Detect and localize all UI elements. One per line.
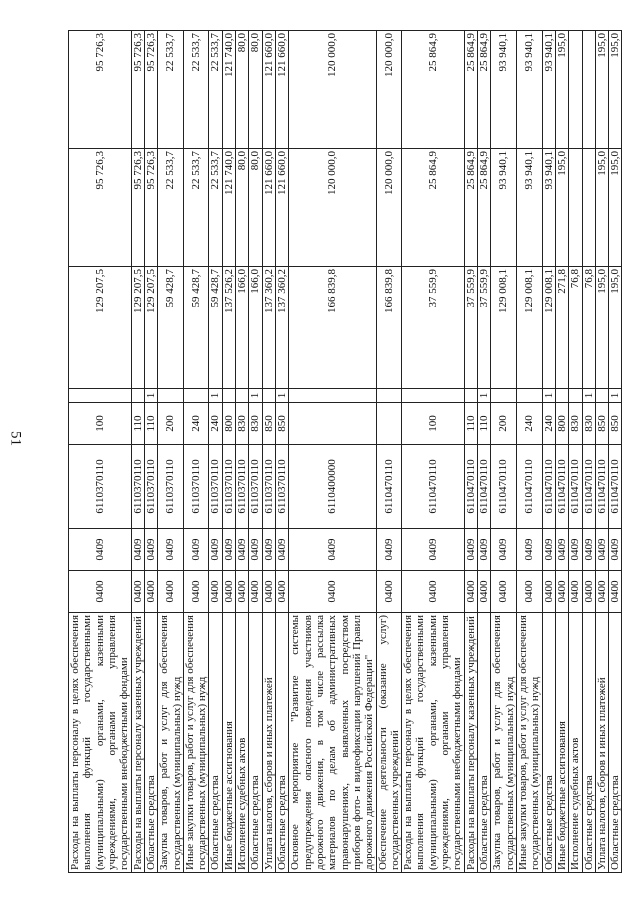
cell-v3: 121 660,0 bbox=[276, 31, 289, 149]
cell-v3: 121 740,0 bbox=[222, 31, 235, 149]
cell-m: 1 bbox=[144, 389, 157, 403]
cell-v2: 25 864,9 bbox=[402, 149, 465, 267]
cell-rz: 0400 bbox=[262, 571, 275, 613]
cell-vr: 830 bbox=[569, 403, 582, 445]
cell-vr: 850 bbox=[609, 403, 622, 445]
cell-m bbox=[402, 389, 465, 403]
cell-v1: 129 008,1 bbox=[542, 267, 555, 389]
cell-v2: 80,0 bbox=[236, 149, 249, 267]
cell-vr: 110 bbox=[464, 403, 477, 445]
cell-v1: 195,0 bbox=[609, 267, 622, 389]
cell-v1: 59 428,7 bbox=[209, 267, 222, 389]
cell-m bbox=[516, 389, 542, 403]
cell-csr: 6110400000 bbox=[289, 445, 376, 529]
cell-name: Обеспечение деятельности (оказание услуг) государственных учреждений bbox=[376, 613, 402, 873]
cell-vr: 240 bbox=[516, 403, 542, 445]
cell-csr: 6110470110 bbox=[464, 445, 477, 529]
cell-v2: 25 864,9 bbox=[478, 149, 491, 267]
cell-v3: 22 533,7 bbox=[209, 31, 222, 149]
cell-v2: 22 533,7 bbox=[158, 149, 184, 267]
cell-pr: 0409 bbox=[131, 529, 144, 571]
cell-v2: 120 000,0 bbox=[289, 149, 376, 267]
cell-csr: 6110470110 bbox=[478, 445, 491, 529]
cell-v1: 166 839,8 bbox=[289, 267, 376, 389]
cell-name: Областные средства bbox=[249, 613, 262, 873]
cell-csr: 6110470110 bbox=[516, 445, 542, 529]
cell-csr: 6110370110 bbox=[158, 445, 184, 529]
cell-v2: 120 000,0 bbox=[376, 149, 402, 267]
cell-rz: 0400 bbox=[491, 571, 517, 613]
table-row bbox=[555, 31, 568, 873]
cell-csr: 6110470110 bbox=[402, 445, 465, 529]
cell-name: Уплата налогов, сборов и иных платежей bbox=[262, 613, 275, 873]
cell-vr: 200 bbox=[491, 403, 517, 445]
cell-csr: 6110370110 bbox=[262, 445, 275, 529]
cell-v1: 59 428,7 bbox=[158, 267, 184, 389]
cell-v2: 25 864,9 bbox=[464, 149, 477, 267]
table-row bbox=[402, 31, 465, 873]
cell-vr: 830 bbox=[249, 403, 262, 445]
cell-vr: 200 bbox=[158, 403, 184, 445]
cell-v3: 93 940,1 bbox=[516, 31, 542, 149]
cell-v1: 129 207,5 bbox=[69, 267, 132, 389]
cell-name: Иные закупки товаров, работ и услуг для обеспечения государственных (муниципальных) нужд bbox=[183, 613, 209, 873]
cell-m: 1 bbox=[609, 389, 622, 403]
cell-v3: 93 940,1 bbox=[542, 31, 555, 149]
cell-rz: 0400 bbox=[609, 571, 622, 613]
cell-vr bbox=[376, 403, 402, 445]
cell-v1: 137 360,2 bbox=[276, 267, 289, 389]
cell-v1: 129 207,5 bbox=[144, 267, 157, 389]
cell-vr: 110 bbox=[144, 403, 157, 445]
cell-rz: 0400 bbox=[158, 571, 184, 613]
cell-m bbox=[222, 389, 235, 403]
cell-pr: 0409 bbox=[222, 529, 235, 571]
cell-v3: 25 864,9 bbox=[402, 31, 465, 149]
cell-vr: 110 bbox=[131, 403, 144, 445]
cell-rz: 0400 bbox=[478, 571, 491, 613]
cell-m bbox=[262, 389, 275, 403]
cell-m bbox=[464, 389, 477, 403]
cell-pr: 0409 bbox=[262, 529, 275, 571]
cell-v1: 59 428,7 bbox=[183, 267, 209, 389]
page-number: 51 bbox=[7, 431, 24, 446]
cell-pr: 0409 bbox=[69, 529, 132, 571]
cell-rz: 0400 bbox=[595, 571, 608, 613]
cell-csr: 6110470110 bbox=[595, 445, 608, 529]
cell-m: 1 bbox=[478, 389, 491, 403]
cell-v3: 95 726,3 bbox=[69, 31, 132, 149]
cell-csr: 6110370110 bbox=[209, 445, 222, 529]
cell-pr: 0409 bbox=[376, 529, 402, 571]
cell-name: Уплата налогов, сборов и иных платежей bbox=[595, 613, 608, 873]
cell-rz: 0400 bbox=[131, 571, 144, 613]
cell-v2 bbox=[582, 149, 595, 267]
cell-csr: 6110470110 bbox=[491, 445, 517, 529]
cell-pr: 0409 bbox=[478, 529, 491, 571]
cell-v3: 120 000,0 bbox=[289, 31, 376, 149]
cell-vr: 100 bbox=[402, 403, 465, 445]
cell-rz: 0400 bbox=[464, 571, 477, 613]
table-row bbox=[478, 31, 491, 873]
cell-v1: 137 360,2 bbox=[262, 267, 275, 389]
cell-m bbox=[555, 389, 568, 403]
cell-v1: 166 839,8 bbox=[376, 267, 402, 389]
cell-v3: 25 864,9 bbox=[464, 31, 477, 149]
cell-m bbox=[183, 389, 209, 403]
cell-pr: 0409 bbox=[209, 529, 222, 571]
cell-v2: 22 533,7 bbox=[209, 149, 222, 267]
table-row bbox=[609, 31, 622, 873]
cell-v1: 129 008,1 bbox=[516, 267, 542, 389]
table-row bbox=[209, 31, 222, 873]
cell-name: Областные средства bbox=[276, 613, 289, 873]
cell-csr: 6110370110 bbox=[69, 445, 132, 529]
cell-pr: 0409 bbox=[609, 529, 622, 571]
cell-v2: 95 726,3 bbox=[144, 149, 157, 267]
cell-name: Расходы на выплаты персоналу в целях обеспечения выполнения функций государственными (муниципальными) органами, казенными учреждениями, органами управления государственными внебюджетными фондами bbox=[69, 613, 132, 873]
table-row bbox=[595, 31, 608, 873]
cell-csr: 6110370110 bbox=[222, 445, 235, 529]
cell-m bbox=[69, 389, 132, 403]
table-row bbox=[183, 31, 209, 873]
cell-name: Иные бюджетные ассигнования bbox=[555, 613, 568, 873]
cell-name: Расходы на выплаты персоналу в целях обеспечения выполнения функций государственными (муниципальными) органами, казенными учреждениями, органами управления государственными внебюджетными фондами bbox=[402, 613, 465, 873]
cell-v1: 271,8 bbox=[555, 267, 568, 389]
cell-pr: 0409 bbox=[236, 529, 249, 571]
cell-v1: 76,8 bbox=[569, 267, 582, 389]
cell-v1: 137 526,2 bbox=[222, 267, 235, 389]
cell-csr: 6110370110 bbox=[276, 445, 289, 529]
cell-pr: 0409 bbox=[582, 529, 595, 571]
cell-m bbox=[289, 389, 376, 403]
cell-name: Областные средства bbox=[542, 613, 555, 873]
table-row bbox=[542, 31, 555, 873]
cell-v3: 25 864,9 bbox=[478, 31, 491, 149]
cell-m bbox=[158, 389, 184, 403]
cell-name: Областные средства bbox=[209, 613, 222, 873]
cell-rz: 0400 bbox=[183, 571, 209, 613]
cell-rz: 0400 bbox=[69, 571, 132, 613]
cell-pr: 0409 bbox=[595, 529, 608, 571]
cell-csr: 6110370110 bbox=[131, 445, 144, 529]
cell-v1: 37 559,9 bbox=[402, 267, 465, 389]
cell-rz: 0400 bbox=[516, 571, 542, 613]
cell-v3: 80,0 bbox=[249, 31, 262, 149]
cell-pr: 0409 bbox=[289, 529, 376, 571]
cell-vr: 830 bbox=[582, 403, 595, 445]
cell-v2: 195,0 bbox=[555, 149, 568, 267]
cell-pr: 0409 bbox=[542, 529, 555, 571]
cell-m: 1 bbox=[542, 389, 555, 403]
table-row bbox=[464, 31, 477, 873]
cell-name: Иные закупки товаров, работ и услуг для обеспечения государственных (муниципальных) нужд bbox=[516, 613, 542, 873]
cell-v1: 129 008,1 bbox=[491, 267, 517, 389]
cell-m bbox=[376, 389, 402, 403]
cell-vr: 110 bbox=[478, 403, 491, 445]
table-row bbox=[276, 31, 289, 873]
cell-pr: 0409 bbox=[555, 529, 568, 571]
cell-pr: 0409 bbox=[144, 529, 157, 571]
table-row bbox=[222, 31, 235, 873]
cell-pr: 0409 bbox=[276, 529, 289, 571]
cell-csr: 6110370110 bbox=[236, 445, 249, 529]
cell-vr: 850 bbox=[262, 403, 275, 445]
cell-rz: 0400 bbox=[144, 571, 157, 613]
cell-pr: 0409 bbox=[249, 529, 262, 571]
table-row bbox=[144, 31, 157, 873]
cell-name: Закупка товаров, работ и услуг для обеспечения государственных (муниципальных) нужд bbox=[158, 613, 184, 873]
cell-name: Основное мероприятие "Развитие системы предупреждения опасного поведения участников дорожного движения, в том числе рассылка материалов по делам об административных правонарушениях, выявленных посредством приборов фото- и видеофиксации нарушений Правил дорожного движения Российской Федерации" bbox=[289, 613, 376, 873]
table-row bbox=[376, 31, 402, 873]
cell-v3: 121 660,0 bbox=[262, 31, 275, 149]
cell-m: 1 bbox=[249, 389, 262, 403]
cell-rz: 0400 bbox=[376, 571, 402, 613]
cell-rz: 0400 bbox=[276, 571, 289, 613]
cell-v1: 166,0 bbox=[249, 267, 262, 389]
cell-name: Исполнение судебных актов bbox=[569, 613, 582, 873]
cell-csr: 6110470110 bbox=[582, 445, 595, 529]
budget-table bbox=[68, 30, 622, 873]
cell-m bbox=[491, 389, 517, 403]
table-row bbox=[516, 31, 542, 873]
cell-vr: 830 bbox=[236, 403, 249, 445]
cell-v2: 80,0 bbox=[249, 149, 262, 267]
table-row bbox=[582, 31, 595, 873]
cell-v3: 22 533,7 bbox=[183, 31, 209, 149]
cell-v1: 129 207,5 bbox=[131, 267, 144, 389]
cell-m bbox=[131, 389, 144, 403]
cell-v2: 195,0 bbox=[595, 149, 608, 267]
cell-rz: 0400 bbox=[236, 571, 249, 613]
cell-v2: 121 660,0 bbox=[276, 149, 289, 267]
cell-v3: 80,0 bbox=[236, 31, 249, 149]
cell-v1: 76,8 bbox=[582, 267, 595, 389]
cell-name: Расходы на выплаты персоналу казенных учреждений bbox=[131, 613, 144, 873]
cell-v3: 95 726,3 bbox=[144, 31, 157, 149]
cell-csr: 6110470110 bbox=[542, 445, 555, 529]
cell-name: Областные средства bbox=[478, 613, 491, 873]
cell-rz: 0400 bbox=[209, 571, 222, 613]
cell-vr bbox=[289, 403, 376, 445]
cell-v3: 22 533,7 bbox=[158, 31, 184, 149]
cell-vr: 240 bbox=[209, 403, 222, 445]
cell-v2: 95 726,3 bbox=[131, 149, 144, 267]
cell-pr: 0409 bbox=[158, 529, 184, 571]
cell-v2: 22 533,7 bbox=[183, 149, 209, 267]
cell-rz: 0400 bbox=[249, 571, 262, 613]
table-row bbox=[289, 31, 376, 873]
table-row bbox=[491, 31, 517, 873]
table-row bbox=[236, 31, 249, 873]
cell-v3 bbox=[582, 31, 595, 149]
cell-name: Иные бюджетные ассигнования bbox=[222, 613, 235, 873]
cell-csr: 6110470110 bbox=[376, 445, 402, 529]
cell-pr: 0409 bbox=[464, 529, 477, 571]
cell-v2: 121 660,0 bbox=[262, 149, 275, 267]
cell-v2: 93 940,1 bbox=[542, 149, 555, 267]
cell-vr: 800 bbox=[222, 403, 235, 445]
cell-rz: 0400 bbox=[582, 571, 595, 613]
cell-rz: 0400 bbox=[289, 571, 376, 613]
cell-m: 1 bbox=[276, 389, 289, 403]
cell-name: Областные средства bbox=[144, 613, 157, 873]
cell-rz: 0400 bbox=[569, 571, 582, 613]
cell-name: Областные средства bbox=[582, 613, 595, 873]
cell-v2: 195,0 bbox=[609, 149, 622, 267]
cell-m: 1 bbox=[582, 389, 595, 403]
cell-v3: 93 940,1 bbox=[491, 31, 517, 149]
cell-m: 1 bbox=[209, 389, 222, 403]
cell-rz: 0400 bbox=[542, 571, 555, 613]
cell-v3: 195,0 bbox=[609, 31, 622, 149]
cell-name: Расходы на выплаты персоналу казенных учреждений bbox=[464, 613, 477, 873]
cell-pr: 0409 bbox=[569, 529, 582, 571]
cell-vr: 100 bbox=[69, 403, 132, 445]
cell-vr: 240 bbox=[542, 403, 555, 445]
cell-v2: 93 940,1 bbox=[516, 149, 542, 267]
cell-pr: 0409 bbox=[516, 529, 542, 571]
cell-v3 bbox=[569, 31, 582, 149]
cell-name: Исполнение судебных актов bbox=[236, 613, 249, 873]
table-row bbox=[569, 31, 582, 873]
cell-pr: 0409 bbox=[183, 529, 209, 571]
cell-csr: 6110370110 bbox=[249, 445, 262, 529]
cell-csr: 6110470110 bbox=[569, 445, 582, 529]
cell-v2: 121 740,0 bbox=[222, 149, 235, 267]
cell-m bbox=[236, 389, 249, 403]
cell-v2: 95 726,3 bbox=[69, 149, 132, 267]
cell-rz: 0400 bbox=[222, 571, 235, 613]
cell-v3: 120 000,0 bbox=[376, 31, 402, 149]
cell-m bbox=[595, 389, 608, 403]
cell-v3: 195,0 bbox=[595, 31, 608, 149]
cell-v3: 95 726,3 bbox=[131, 31, 144, 149]
cell-v3: 195,0 bbox=[555, 31, 568, 149]
cell-vr: 800 bbox=[555, 403, 568, 445]
cell-pr: 0409 bbox=[402, 529, 465, 571]
cell-rz: 0400 bbox=[555, 571, 568, 613]
cell-v2 bbox=[569, 149, 582, 267]
table-row bbox=[69, 31, 132, 873]
table-row bbox=[262, 31, 275, 873]
rotated-table-container bbox=[68, 31, 628, 873]
cell-csr: 6110370110 bbox=[144, 445, 157, 529]
cell-v1: 37 559,9 bbox=[464, 267, 477, 389]
cell-v1: 166,0 bbox=[236, 267, 249, 389]
cell-vr: 240 bbox=[183, 403, 209, 445]
cell-csr: 6110470110 bbox=[555, 445, 568, 529]
cell-v2: 93 940,1 bbox=[491, 149, 517, 267]
cell-name: Областные средства bbox=[609, 613, 622, 873]
cell-v1: 37 559,9 bbox=[478, 267, 491, 389]
cell-name: Закупка товаров, работ и услуг для обеспечения государственных (муниципальных) нужд bbox=[491, 613, 517, 873]
cell-vr: 850 bbox=[276, 403, 289, 445]
cell-m bbox=[569, 389, 582, 403]
cell-pr: 0409 bbox=[491, 529, 517, 571]
cell-rz: 0400 bbox=[402, 571, 465, 613]
table-row bbox=[249, 31, 262, 873]
cell-csr: 6110370110 bbox=[183, 445, 209, 529]
cell-csr: 6110470110 bbox=[609, 445, 622, 529]
table-row bbox=[131, 31, 144, 873]
table-row bbox=[158, 31, 184, 873]
cell-vr: 850 bbox=[595, 403, 608, 445]
cell-v1: 195,0 bbox=[595, 267, 608, 389]
